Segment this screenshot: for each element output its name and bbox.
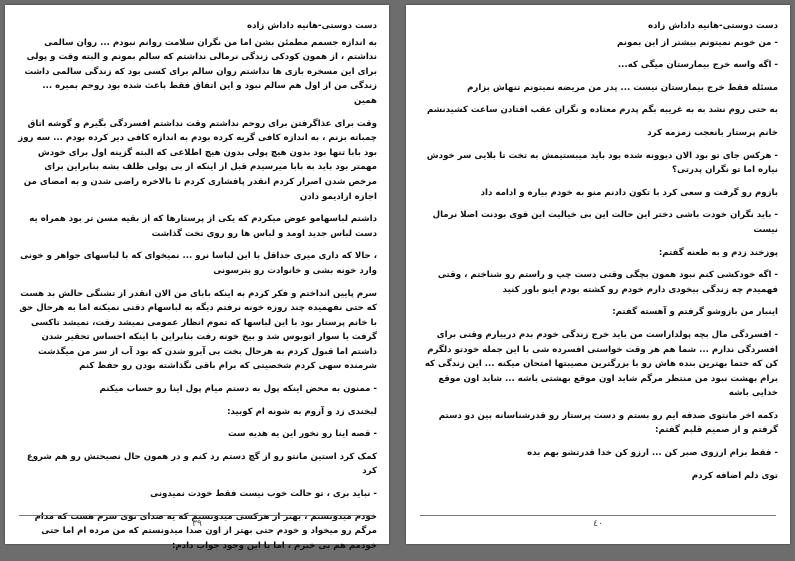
paragraph: دکمه اخر مانتوی صدفه ایم رو بستم و دست پرستار رو قدرشناسانه بین دو دستم گرفتم و از صمیم قلبم گفتم:	[438, 410, 778, 436]
paragraph: خانم پرستار بانعجب زمزمه کرد	[647, 127, 778, 138]
paragraph: اینبار من بازوشو گرفتم و آهسته گفتم:	[612, 307, 778, 318]
paragraph: کمک کرد استین مانتو رو از گچ دستم رد کنم و در همون حال نصیحتش رو هم شروع کرد	[26, 451, 377, 477]
paragraph: - من خوبم نمیتونم بیشتر از این بمونم	[617, 37, 778, 48]
paragraph: - باید نگران خودت باشی دختر این حالت این بی خیالیت این قوی بودنت اصلا نرمال نیست	[432, 210, 778, 235]
page-header: دست دوستی-هانیه داداش زاده	[648, 21, 778, 31]
paragraph: - ممنون به محض اینکه پول به دستم میام پول اینا رو حساب میکنم	[99, 384, 377, 395]
page-header: دست دوستی-هانیه داداش زاده	[247, 21, 377, 31]
paragraph: مسئله فقط خرج بیمارستان نیست ... پدر من مریضه نمیتونم تنهاش بزارم	[467, 82, 778, 93]
left-page	[5, 5, 389, 551]
paragraph: ، حالا که داری میری حداقل با این لباسا نرو ... نمیخوای که با لباسهای جواهر و خونی وارد خونه بشی و خانوادت رو بترسونی	[20, 251, 377, 276]
paragraph: خودم میدونستم ، بهتر از هرکسی میدونستم که یه صدای توی سرم هست که مدام مرگم رو میخواد و خودم حتی بهتر از اون صدا میدونستم که من مرده ام اما حتی خودمم هم بی خبرم ، اما با این وجود جواب دادم:	[34, 511, 377, 551]
right-page-text	[418, 19, 778, 491]
paragraph: - افسردگی مال بچه پولداراست من باید خرج زندگی خودم بدم دربیارم وقتی برای افسردگی ندارم ... شما هم هر وقت خواستی افسرده شی با این جمله خودتو دلگرم کن که حتما بهترین بنده هاش رو با بزرگترین مصیبتها امتحان میکنه ... این زندگی که برام بهشت نبود من منتظر مرگم شاید اون موقع بهشتی باشه ... شاید اون موقع خدایی باشه	[424, 329, 778, 399]
paragraph: - قصه اینا رو نخور این یه هدیه ست	[227, 429, 377, 440]
paragraph: وقت برای عذاگرفتن برای روحم نداشتم وقت نداشتم افسردگی بگیرم و گوشه اتاق چمباته بزنم ، به اندازه کافی گریه کرده بودم به اندازه کافی دیر کرده بودم ... سه روز بود بابا تنها بود بدون هیچ پولی بدون هیچ اطلاعی که البته گزینه اول برای خودش مهمتر بود باید به بابا میرسیدم قبل از اینکه از بی پولی طلف بشه بنابراین برای مرخص شدن اصرار کردم انقدر پافشاری کردم تا بالاخره راضی شدن و به امضای من اجازه ازادیمو دادن	[18, 118, 377, 202]
paragraph: به حتی روم نشد به به غریبه بگم پدرم معتاده و نگران عقب افتادن ساعت کشیدنشم	[426, 105, 778, 116]
paragraph: توی دلم اضافه کردم	[691, 470, 778, 481]
paragraph: پوزخند زدم و به طعنه گفتم:	[658, 247, 778, 258]
paragraph: لبخندی زد و آروم به شونه ام کوبید:	[227, 406, 377, 417]
page-number: ٣٩	[192, 519, 202, 529]
paragraph: - نباید بری ، تو حالت خوب نیست فقط خودت نمیدونی	[150, 489, 377, 500]
footer-divider	[19, 515, 375, 516]
paragraph: بازوم رو گرفت و سعی کرد با تکون دادنم منو به خودم بیاره و ادامه داد	[480, 187, 778, 198]
paragraph: - فقط برام ارزوی صبر کن ... ارزو کن خدا قدرتشو بهم بده	[527, 448, 778, 459]
paragraph: - هرکس جای تو بود الان دیوونه شده بود باید میبستیمش به تخت تا بلایی سر خودش نیاره اما تو نگران پدرتی؟	[426, 150, 778, 176]
paragraph: - اگه خودکشی کنم نبود همون بچگی وقتی دست چپ و راستم رو شناختم ، وقتی فهمیدم چه زندگی بیخودی دارم خودم رو کشته بودم اینو باور کنید	[437, 270, 778, 295]
paragraph: داشتم لباسهامو عوض میکردم که یکی از پرستارها که از بقیه مسن تر بود همراه یه دست لباس جدید اومد و لباس ها رو روی تخت گذاشت	[29, 214, 377, 239]
paragraph: - اگه واسه خرج بیمارستان میگی که...	[617, 60, 778, 71]
paragraph: سرم پایین انداختم و فکر کردم به اینکه بابای من الان انقدر از تشنگی حالش بد هست که حتی نفهمیده چند روزه خونه نرفتم دیگه به لباسهام دقتی نمیکنه اما به هرحال حق با خانم پرستار بود با این لباسها که تموم انظار عمومی نمیشد رفت، نمیشد تاکسی گرفت یا سوار اتوبوس شد و بیخ خونه رفت بنابراین با اینکه احساس تحقیر شدن داشتم اما قبول کردم به هرحال بخت بی آبرو شدن که بود آب از سر من میگذشت شرمنده سهی کردم شخصیتی که برام باقی نگذاشته بودن رو حفظ کنم	[19, 288, 377, 372]
page-number: ٤٠	[593, 519, 603, 529]
footer-divider	[420, 515, 776, 516]
right-page	[406, 5, 790, 544]
paragraph: به اندازه جسمم مطمئن بشن اما من نگران سلامت روانم نبودم ... روان سالمی نداشتم ، از همون کودکی زندگی نرمالی نداشتم که سالم بمونم و البته وقت و پولی برای این مسخره بازی ها نداشتم روان سالم برای کسی بود که زندگی سالمی داشت زندگی من از اول هم سالم نبود و این اتفاق فقط باعث شده بود روحم بمیره ... همین	[24, 37, 377, 106]
left-page-text	[17, 19, 377, 561]
